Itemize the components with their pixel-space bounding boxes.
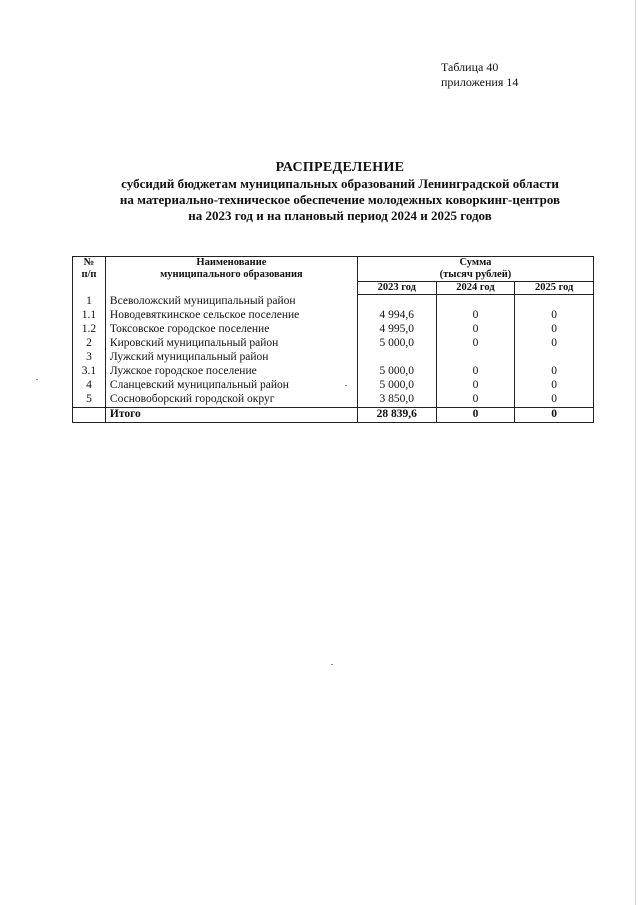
row-number: 1.2 (73, 323, 106, 337)
total-row (73, 408, 594, 423)
row-2025: 0 (551, 323, 558, 335)
total-2023: 28 839,6 (357, 408, 436, 423)
title-heading: РАСПРЕДЕЛЕНИЕ (275, 160, 405, 175)
total-label: Итого (105, 408, 357, 423)
row-number: 3.1 (73, 365, 106, 379)
row-2025: 0 (551, 379, 558, 391)
row-2024: 0 (436, 323, 515, 337)
row-name: Лужский муниципальный район (105, 351, 357, 365)
table-row (73, 365, 594, 379)
scan-speck (345, 385, 347, 386)
scan-speck (331, 664, 333, 665)
header-year-2023: 2023 год (357, 282, 436, 295)
row-number: 5 (73, 393, 106, 408)
row-name: Токсовское городское поселение (105, 323, 357, 337)
row-2023 (357, 295, 436, 310)
row-2025: 0 (551, 337, 558, 349)
row-name: Сосновоборский городской округ (105, 393, 357, 408)
row-2025: 0 (551, 365, 558, 377)
row-name: Всеволожский муниципальный район (105, 295, 357, 310)
page-edge-line (635, 0, 636, 905)
row-number: 1.1 (73, 309, 106, 323)
table-row (73, 337, 594, 351)
table-row (73, 393, 594, 408)
total-2025: 0 (515, 408, 594, 423)
header-sum: Сумма (тысяч рублей) (357, 257, 593, 282)
row-2024 (436, 295, 515, 310)
row-name: Сланцевский муниципальный район (105, 379, 357, 393)
row-2024: 0 (436, 309, 515, 323)
row-2024 (436, 351, 515, 365)
table-row (73, 323, 594, 337)
table-row (73, 309, 594, 323)
document-title (60, 159, 620, 224)
table-row (73, 379, 594, 393)
row-2023: 3 850,0 (357, 393, 436, 408)
row-name: Лужское городское поселение (105, 365, 357, 379)
row-name: Кировский муниципальный район (105, 337, 357, 351)
row-name: Новодевяткинское сельское поселение (105, 309, 357, 323)
row-2023: 5 000,0 (357, 337, 436, 351)
title-line-1: субсидий бюджетам муниципальных образований Ленинградской области (121, 176, 559, 191)
distribution-table (72, 256, 594, 423)
scan-speck (36, 379, 38, 380)
row-2025: 0 (551, 309, 558, 321)
row-2024: 0 (436, 379, 515, 393)
row-2025 (515, 351, 594, 365)
header-name: Наименование муниципального образования (105, 257, 357, 295)
row-2023: 4 995,0 (357, 323, 436, 337)
total-number-cell (73, 408, 106, 423)
row-2024: 0 (436, 337, 515, 351)
row-2025: 0 (551, 393, 558, 405)
row-number: 2 (73, 337, 106, 351)
title-line-2: на материально-техническое обеспечение молодежных коворкинг-центров (119, 192, 561, 207)
row-number: 3 (73, 351, 106, 365)
table-row (73, 295, 594, 310)
row-2024: 0 (436, 393, 515, 408)
header-year-2025: 2025 год (515, 282, 594, 295)
header-number: № п/п (73, 257, 106, 295)
total-2024: 0 (436, 408, 515, 423)
table-number-label: Таблица 40 (441, 60, 499, 74)
row-2024: 0 (436, 365, 515, 379)
row-2023: 4 994,6 (357, 309, 436, 323)
title-line-3: на 2023 год и на плановый период 2024 и 2025 годов (188, 208, 492, 223)
row-number: 4 (73, 379, 106, 393)
table-reference (441, 60, 518, 90)
appendix-label: приложения 14 (441, 75, 519, 89)
row-2025 (515, 295, 594, 310)
row-2023 (357, 351, 436, 365)
table-row (73, 351, 594, 365)
row-2023: 5 000,0 (357, 379, 436, 393)
row-2023: 5 000,0 (357, 365, 436, 379)
header-year-2024: 2024 год (436, 282, 515, 295)
row-number: 1 (73, 295, 106, 310)
